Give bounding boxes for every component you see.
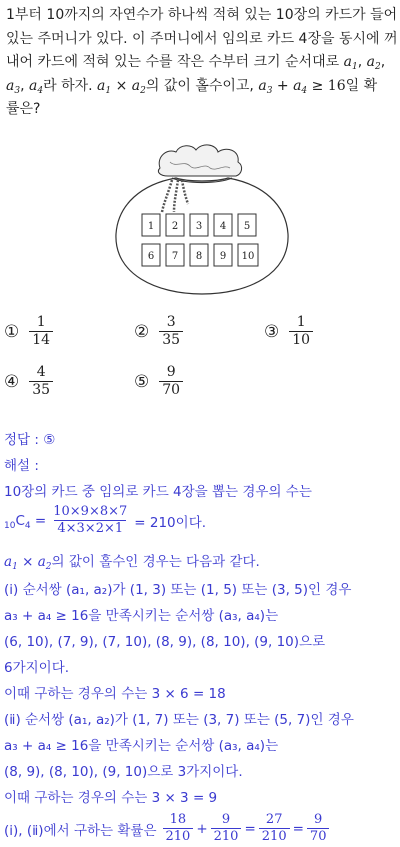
answer-line: 정답 : ⑤: [4, 432, 56, 448]
case-2-heading: (ⅱ) 순서쌍 (a₁, a₂)가 (1, 7) 또는 (3, 7) 또는 (5, 7)인 경우: [4, 712, 354, 728]
solution-line: 10장의 카드 중 임의로 카드 4장을 뽑는 경우의 수는: [4, 484, 312, 500]
card-label: 7: [171, 251, 179, 262]
explanation-heading: 해설 :: [4, 458, 39, 474]
solution-line: (6, 10), (7, 9), (7, 10), (8, 9), (8, 10), (9, 10)으로: [4, 634, 326, 650]
card-label: 2: [171, 221, 179, 232]
card-label: 5: [243, 221, 251, 232]
solution-line: 이때 구하는 경우의 수는 3 × 3 = 9: [4, 790, 218, 806]
combination-line: $_{10}C_4$ = $\frac{10\times 9\times 8\times 7}{4\times 3\times 2\times 1}$ = 210이다.: [4, 504, 207, 536]
card-label: 6: [147, 251, 155, 262]
solution-line: a₃ + a₄ ≥ 16을 만족시키는 순서쌍 (a₃, a₄)는: [4, 738, 279, 754]
card-label: 1: [147, 221, 155, 232]
choice-3[interactable]: ③ $\frac{1}{10}$: [264, 314, 313, 349]
choice-4[interactable]: ④ $\frac{4}{35}$: [4, 364, 53, 399]
final-probability-line: (ⅰ), (ⅱ)에서 구하는 확률은 $\frac{18}{210}$ + $\frac{9}{210}$ = $\frac{27}{210}$ = $\frac{9}{70}$: [4, 812, 329, 845]
case-1-heading: (ⅰ) 순서쌍 (a₁, a₂)가 (1, 3) 또는 (1, 5) 또는 (3, 5)인 경우: [4, 582, 352, 598]
problem-line: 1부터 10까지의 자연수가 하나씩 적혀 있는 10장의 카드가 들어: [6, 7, 398, 23]
solution-line: 이때 구하는 경우의 수는 3 × 6 = 18: [4, 686, 226, 702]
choice-2[interactable]: ② $\frac{3}{35}$: [134, 314, 183, 349]
problem-line: 내어 카드에 적혀 있는 수를 작은 수부터 크기 순서대로 $a_1$, $a_2$,: [6, 54, 386, 72]
problem-text: [6, 4, 398, 122]
solution-line: $a_1 \times a_2$의 값이 홀수인 경우는 다음과 같다.: [4, 554, 260, 572]
card-label: 8: [195, 251, 203, 262]
card-label: 10: [241, 251, 255, 262]
problem-line: $a_3$, $a_4$라 하자. $a_1 \times a_2$의 값이 홀수이고, $a_3 + a_4 \ge 16$일 확: [6, 77, 378, 96]
card-label: 3: [195, 221, 203, 232]
solution-line: 6가지이다.: [4, 660, 70, 676]
solution-line: a₃ + a₄ ≥ 16을 만족시키는 순서쌍 (a₃, a₄)는: [4, 608, 279, 624]
solution-line: (8, 9), (8, 10), (9, 10)으로 3가지이다.: [4, 764, 243, 780]
problem-line: 률은?: [6, 101, 41, 117]
problem-line: 있는 주머니가 있다. 이 주머니에서 임의로 카드 4장을 동시에 꺼: [6, 30, 398, 47]
choice-1[interactable]: ① $\frac{1}{14}$: [4, 314, 53, 349]
choice-5[interactable]: ⑤ $\frac{9}{70}$: [134, 364, 183, 399]
card-pouch-illustration: [112, 138, 292, 298]
answer-choices: [0, 308, 400, 408]
card-label: 9: [219, 251, 227, 262]
card-label: 4: [219, 221, 227, 232]
